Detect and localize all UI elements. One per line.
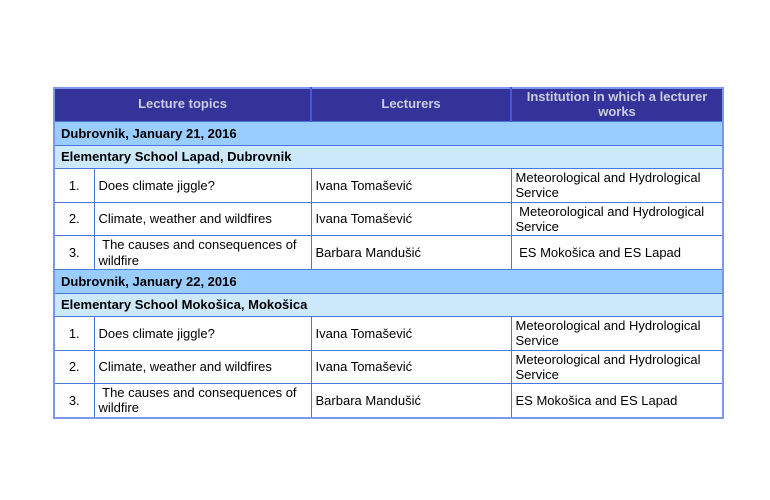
topic-cell: The causes and consequences of wildfire [94, 384, 311, 418]
lecturer-cell: Ivana Tomašević [311, 316, 511, 350]
lecturer-cell: Ivana Tomašević [311, 350, 511, 384]
institution-cell: Meteorological and Hydrological Service [511, 202, 723, 236]
school-banner: Elementary School Lapad, Dubrovnik [54, 145, 723, 168]
row-number: 1. [54, 316, 94, 350]
institution-cell: Meteorological and Hydrological Service [511, 350, 723, 384]
institution-cell: Meteorological and Hydrological Service [511, 316, 723, 350]
topic-cell: Does climate jiggle? [94, 316, 311, 350]
row-number: 3. [54, 384, 94, 418]
row-number: 3. [54, 236, 94, 270]
lecturer-cell: Ivana Tomašević [311, 168, 511, 202]
col-header-lecturers: Lecturers [311, 88, 511, 121]
date-banner: Dubrovnik, January 22, 2016 [54, 269, 723, 293]
table-header-row [54, 88, 723, 121]
table-row [54, 168, 723, 202]
row-number: 2. [54, 202, 94, 236]
institution-cell: ES Mokošica and ES Lapad [511, 384, 723, 418]
topic-cell: Climate, weather and wildfires [94, 202, 311, 236]
row-number: 2. [54, 350, 94, 384]
col-header-lecture-topics: Lecture topics [54, 88, 311, 121]
date-banner: Dubrovnik, January 21, 2016 [54, 121, 723, 145]
school-banner: Elementary School Mokošica, Mokošica [54, 293, 723, 316]
table-row [54, 202, 723, 236]
topic-cell: Climate, weather and wildfires [94, 350, 311, 384]
table-row [54, 316, 723, 350]
row-number: 1. [54, 168, 94, 202]
date-banner-row [54, 121, 723, 145]
topic-cell: Does climate jiggle? [94, 168, 311, 202]
lecture-schedule-table [53, 87, 724, 419]
date-banner-row [54, 269, 723, 293]
topic-cell: The causes and consequences of wildfire [94, 236, 311, 270]
school-banner-row [54, 293, 723, 316]
lecturer-cell: Barbara Mandušić [311, 236, 511, 270]
table-row [54, 350, 723, 384]
institution-cell: ES Mokošica and ES Lapad [511, 236, 723, 270]
table-row [54, 384, 723, 418]
col-header-institution: Institution in which a lecturer works [511, 88, 723, 121]
institution-cell: Meteorological and Hydrological Service [511, 168, 723, 202]
table-row [54, 236, 723, 270]
lecturer-cell: Barbara Mandušić [311, 384, 511, 418]
lecturer-cell: Ivana Tomašević [311, 202, 511, 236]
school-banner-row [54, 145, 723, 168]
